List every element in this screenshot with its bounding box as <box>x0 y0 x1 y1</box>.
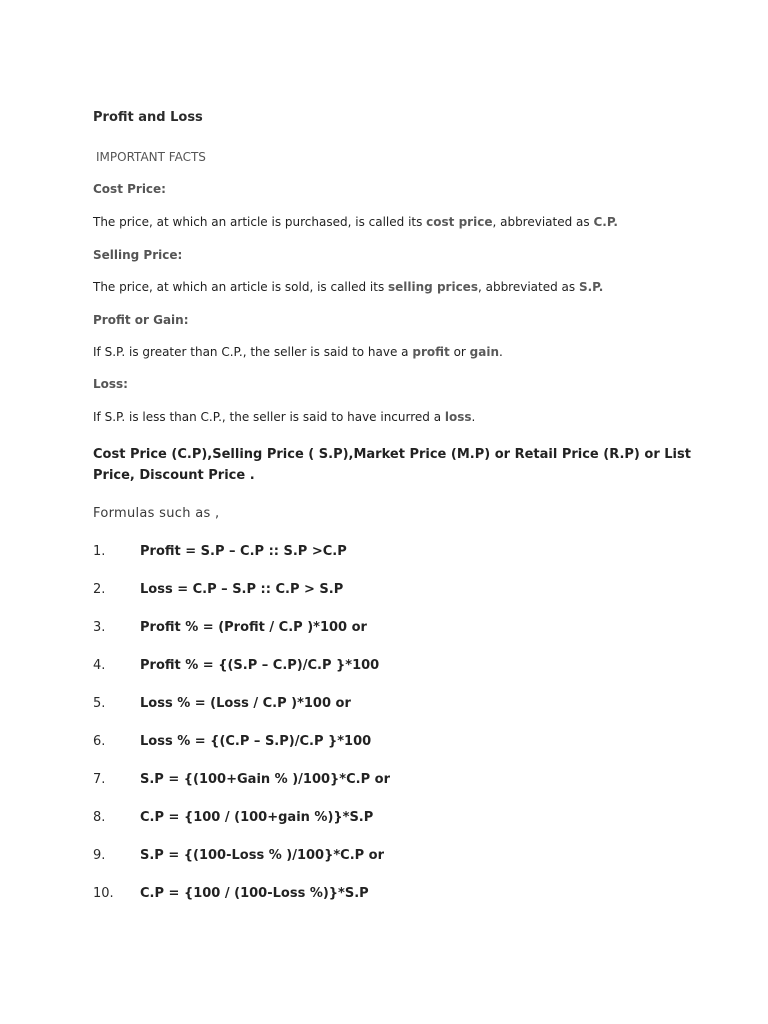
formula-text: Profit = S.P – C.P :: S.P >C.P <box>140 544 347 559</box>
price-types-heading: Cost Price (C.P),Selling Price ( S.P),Market Price (M.P) or Retail Price (R.P) or List Price, Discount Price . <box>93 447 691 483</box>
formula-number: 9. <box>93 848 106 863</box>
formula-number: 10. <box>93 886 114 901</box>
text-part: or <box>449 345 470 359</box>
text-part: If S.P. is less than C.P., the seller is said to have incurred a <box>93 410 445 424</box>
formula-number: 3. <box>93 620 106 635</box>
text-part: If S.P. is greater than C.P., the seller is said to have a <box>93 345 413 359</box>
formula-number: 2. <box>93 582 106 597</box>
text-part: . <box>499 345 503 359</box>
formulas-intro: Formulas such as , <box>93 506 220 521</box>
section-text-selling-price <box>93 280 603 294</box>
section-text-cost-price <box>93 215 618 229</box>
section-text-profit-or-gain <box>93 345 503 359</box>
text-part: , abbreviated as <box>492 215 594 229</box>
keyword: selling prices <box>388 280 478 294</box>
keyword: loss <box>444 410 472 424</box>
abbreviation: S.P. <box>578 280 604 294</box>
text-part: , abbreviated as <box>477 280 579 294</box>
formula-text: C.P = {100 / (100+gain %)}*S.P <box>140 810 374 825</box>
section-heading-selling-price: Selling Price: <box>93 248 183 262</box>
abbreviation: C.P. <box>593 215 618 229</box>
formula-text: Profit % = {(S.P – C.P)/C.P }*100 <box>140 658 380 673</box>
formula-text: S.P = {(100-Loss % )/100}*C.P or <box>140 848 385 863</box>
keyword: profit <box>412 345 450 359</box>
text-part: . <box>471 410 476 424</box>
text-part: The price, at which an article is purchased, is called its <box>93 215 427 229</box>
section-heading-profit-or-gain: Profit or Gain: <box>93 313 189 327</box>
formula-text: C.P = {100 / (100-Loss %)}*S.P <box>140 886 369 901</box>
keyword-gain: gain <box>469 345 499 359</box>
formula-number: 6. <box>93 734 106 749</box>
formula-number: 5. <box>93 696 106 711</box>
formula-number: 1. <box>93 544 106 559</box>
formula-number: 7. <box>93 772 106 787</box>
formula-text: Loss % = (Loss / C.P )*100 or <box>140 696 351 711</box>
important-facts-heading: IMPORTANT FACTS <box>96 150 206 164</box>
page-title: Profit and Loss <box>93 110 203 125</box>
section-text-loss <box>93 410 475 424</box>
section-heading-loss: Loss: <box>93 377 128 391</box>
keyword: cost price <box>426 215 493 229</box>
formula-text: Profit % = (Profit / C.P )*100 or <box>140 620 367 635</box>
formula-text: Loss % = {(C.P – S.P)/C.P }*100 <box>140 734 372 749</box>
formula-text: Loss = C.P – S.P :: C.P > S.P <box>140 582 344 597</box>
formula-text: S.P = {(100+Gain % )/100}*C.P or <box>140 772 390 787</box>
text-part: The price, at which an article is sold, is called its <box>93 280 389 294</box>
formula-number: 4. <box>93 658 106 673</box>
formula-number: 8. <box>93 810 106 825</box>
section-heading-cost-price: Cost Price: <box>93 182 166 196</box>
